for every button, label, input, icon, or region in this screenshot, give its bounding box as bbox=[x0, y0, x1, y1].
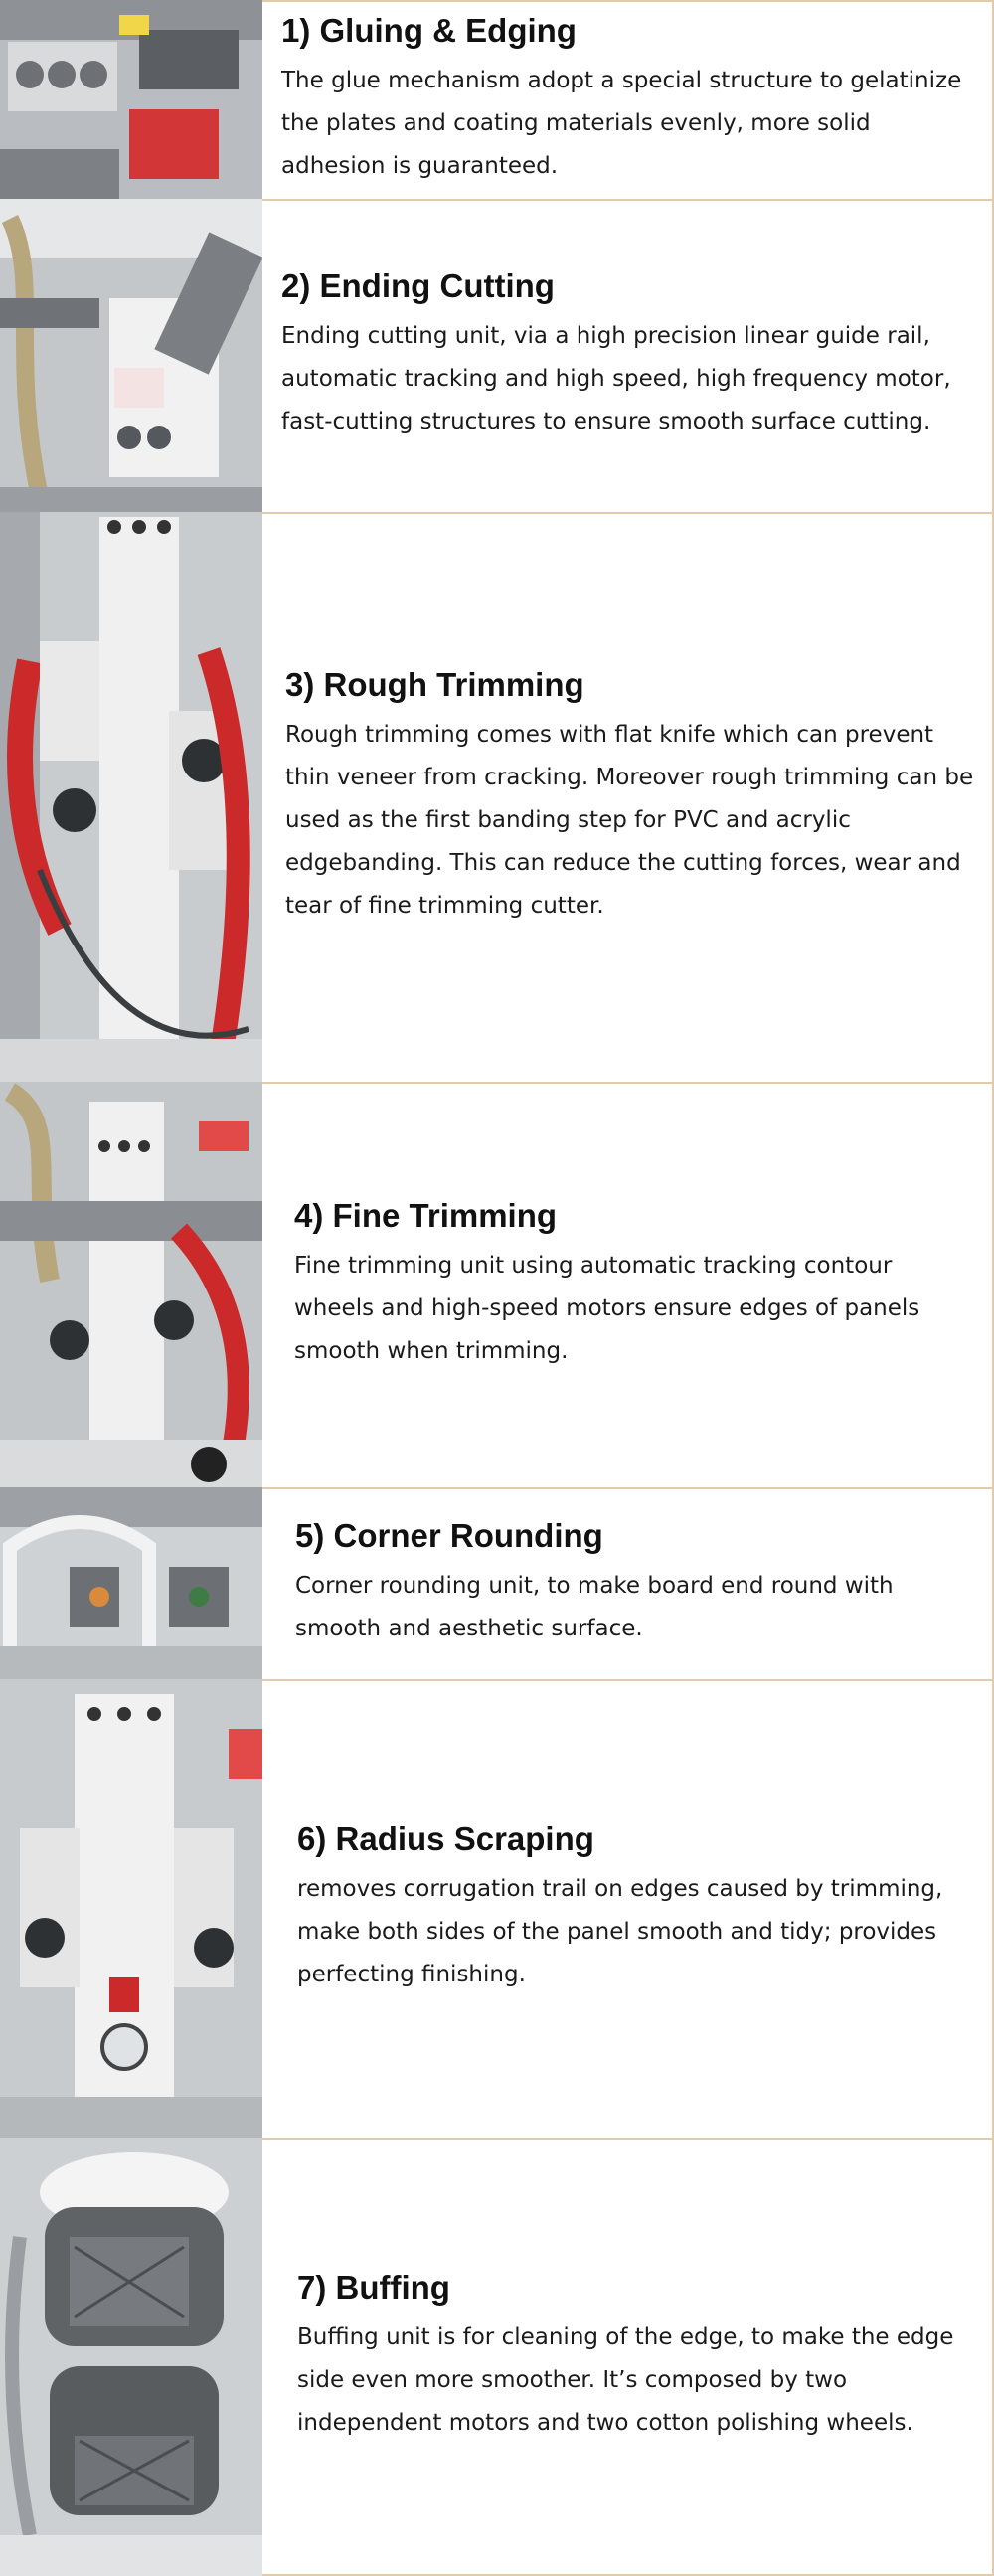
fine-trimming-unit-photo bbox=[0, 1082, 262, 1487]
section-title: 2) Ending Cutting bbox=[281, 267, 555, 304]
section-text bbox=[297, 2138, 974, 2576]
section-text bbox=[295, 1487, 974, 1679]
section-title: 3) Rough Trimming bbox=[285, 666, 584, 703]
section-body: Corner rounding unit, to make board end round with smooth and aesthetic surface. bbox=[295, 1572, 894, 1641]
section-radius-scraping bbox=[0, 1679, 994, 2138]
section-gluing-edging bbox=[0, 0, 994, 199]
section-text bbox=[281, 0, 974, 199]
section-body: Ending cutting unit, via a high precision linear guide rail, automatic tracking and high speed, high frequency motor, fast-cutting structures to ensure smooth surface cutting. bbox=[281, 323, 951, 434]
section-title: 4) Fine Trimming bbox=[294, 1196, 558, 1234]
section-title: 7) Buffing bbox=[297, 2269, 450, 2306]
section-title: 5) Corner Rounding bbox=[295, 1516, 603, 1554]
section-buffing bbox=[0, 2138, 994, 2576]
section-title: 1) Gluing & Edging bbox=[281, 11, 577, 49]
buffing-unit-photo bbox=[0, 2138, 262, 2576]
section-body: Buffing unit is for cleaning of the edge, to make the edge side even more smoother. It’s composed by two independent motors and two cotton polishing wheels. bbox=[297, 2324, 954, 2436]
section-text bbox=[285, 512, 974, 1082]
section-body: The glue mechanism adopt a special structure to gelatinize the plates and coating materials evenly, more solid adhesion is guaranteed. bbox=[281, 67, 962, 179]
section-ending-cutting bbox=[0, 199, 994, 512]
section-rough-trimming bbox=[0, 512, 994, 1082]
section-text bbox=[294, 1082, 974, 1487]
section-text bbox=[281, 199, 974, 512]
section-body: Rough trimming comes with flat knife which can prevent thin veneer from cracking. Moreover rough trimming can be used as the first banding step for PVC and acrylic edgebanding. This can reduce the cutting forces, wear and tear of fine trimming cutter. bbox=[285, 722, 974, 919]
section-body: removes corrugation trail on edges caused by trimming, make both sides of the panel smooth and tidy; provides perfecting finishing. bbox=[297, 1876, 943, 1987]
glue-unit-photo bbox=[0, 0, 262, 199]
rough-trimming-unit-photo bbox=[0, 512, 262, 1082]
section-body: Fine trimming unit using automatic tracking contour wheels and high-speed motors ensure edges of panels smooth when trimming. bbox=[294, 1252, 920, 1364]
section-text bbox=[297, 1679, 974, 2138]
section-fine-trimming bbox=[0, 1082, 994, 1487]
end-cutting-unit-photo bbox=[0, 199, 262, 512]
section-corner-rounding bbox=[0, 1487, 994, 1679]
section-title: 6) Radius Scraping bbox=[297, 1820, 594, 1857]
radius-scraping-unit-photo bbox=[0, 1679, 262, 2138]
corner-rounding-unit-photo bbox=[0, 1487, 262, 1679]
